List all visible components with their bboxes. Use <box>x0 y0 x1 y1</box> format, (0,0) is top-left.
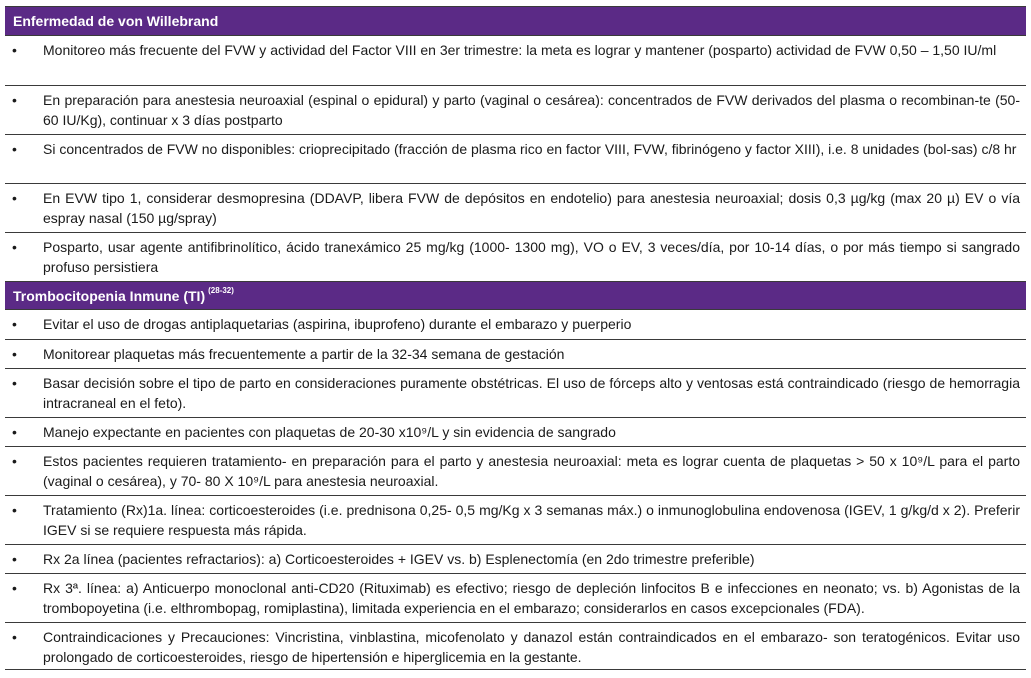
list-item-text: Posparto, usar agente antifibrinolítico, ácido tranexámico 25 mg/kg (1000- 1300 mg), VO o EV, 3 veces/día, por 10-14 días, o por más tiempo si sangrado profuso persistiera <box>43 239 1020 275</box>
bullet: • <box>12 502 17 518</box>
bullet: • <box>12 453 17 469</box>
bullet: • <box>12 42 17 58</box>
bullet: • <box>12 629 17 645</box>
list-item <box>5 183 1026 232</box>
bullet: • <box>12 141 17 157</box>
list-item-text: Si concentrados de FVW no disponibles: crioprecipitado (fracción de plasma rico en factor VIII, FVW, fibrinógeno y factor XIII), i.e. 8 unidades (bol-sas) c/8 hr <box>43 141 1017 157</box>
list-item <box>5 232 1026 281</box>
list-item <box>5 309 1026 339</box>
list-item-text: Monitorear plaquetas más frecuentemente a partir de la 32-34 semana de gestación <box>43 346 565 362</box>
list-item <box>5 495 1026 544</box>
list-item <box>5 35 1026 85</box>
list-item-text: Tratamiento (Rx)1a. línea: corticoesteroides (i.e. prednisona 0,25- 0,5 mg/Kg x 3 semanas máx.) o inmunoglobulina endovenosa (IGEV, 1 g/kg/d x 2). Preferir IGEV si se requiere respuesta más rápida. <box>43 502 1020 538</box>
list-item-text: Monitoreo más frecuente del FVW y actividad del Factor VIII en 3er trimestre: la meta es lograr y mantener (posparto) actividad de FVW 0,50 – 1,50 IU/ml <box>43 42 997 58</box>
list-item-text: En EVW tipo 1, considerar desmopresina (DDAVP, libera FVW de depósitos en endotelio) para anestesia neuroaxial; dosis 0,3 µg/kg (max 20 µ) EV o vía espray nasal (150 µg/spray) <box>43 190 1020 226</box>
bullet: • <box>12 580 17 596</box>
list-item-text: Contraindicaciones y Precauciones: Vincristina, vinblastina, micofenolato y danazol están contraindicados en el embarazo- son teratogénicos. Evitar uso prolongado de corticoesteroides, riesgo de hipertensión e hiperglicemia en la gestante. <box>43 629 1020 665</box>
section-header-von-willebrand <box>5 6 1026 35</box>
bullet: • <box>12 551 17 567</box>
list-item-text: Rx 2a línea (pacientes refractarios): a) Corticoesteroides + IGEV vs. b) Esplenectomía (en 2do trimestre preferible) <box>43 551 755 567</box>
bullet: • <box>12 316 17 332</box>
info-table <box>5 6 1026 670</box>
bullet: • <box>12 190 17 206</box>
section-title: Trombocitopenia Inmune (TI) <box>13 287 206 304</box>
list-item-text: En preparación para anestesia neuroaxial (espinal o epidural) y parto (vaginal o cesárea): concentrados de FVW derivados del plasma o recombinan-te (50- 60 IU/Kg), continuar x 3 días postparto <box>43 92 1020 128</box>
list-item-text: Manejo expectante en pacientes con plaquetas de 20-30 x10⁹/L y sin evidencia de sangrado <box>43 424 616 440</box>
list-item <box>5 368 1026 417</box>
section-header-trombocitopenia <box>5 281 1026 309</box>
list-item-text: Basar decisión sobre el tipo de parto en consideraciones puramente obstétricas. El uso de fórceps alto y ventosas está contraindicado (riesgo de hemorragia intracraneal en el feto). <box>43 375 1020 411</box>
bullet: • <box>12 92 17 108</box>
list-item <box>5 339 1026 368</box>
list-item <box>5 85 1026 134</box>
section-title: Enfermedad de von Willebrand <box>13 13 219 29</box>
list-item <box>5 134 1026 183</box>
list-item <box>5 544 1026 573</box>
list-item <box>5 417 1026 446</box>
list-item <box>5 573 1026 622</box>
bullet: • <box>12 375 17 391</box>
bullet: • <box>12 424 17 440</box>
list-item-text: Rx 3ª. línea: a) Anticuerpo monoclonal anti-CD20 (Rituximab) es efectivo; riesgo de depleción linfocitos B e infecciones en neonato; vs. b) Agonistas de la trombopoyetina (i.e. elthrombopag, romiplastina), limitada experiencia en el embarazo; considerarlos en casos excepcionales (FDA). <box>43 580 1020 616</box>
list-item <box>5 446 1026 495</box>
list-item-text: Evitar el uso de drogas antiplaquetarias (aspirina, ibuprofeno) durante el embarazo y puerperio <box>43 316 632 332</box>
bullet: • <box>12 239 17 255</box>
bullet: • <box>12 346 17 362</box>
list-item <box>5 622 1026 669</box>
list-item-text: Estos pacientes requieren tratamiento- en preparación para el parto y anestesia neuroaxial: meta es lograr cuenta de plaquetas > 50 x 10⁹/L para el parto (vaginal o cesárea), y 70- 80 X 10⁹/L para anestesia neuroaxial. <box>43 453 1020 489</box>
section-reference: (28-32) <box>208 286 234 295</box>
